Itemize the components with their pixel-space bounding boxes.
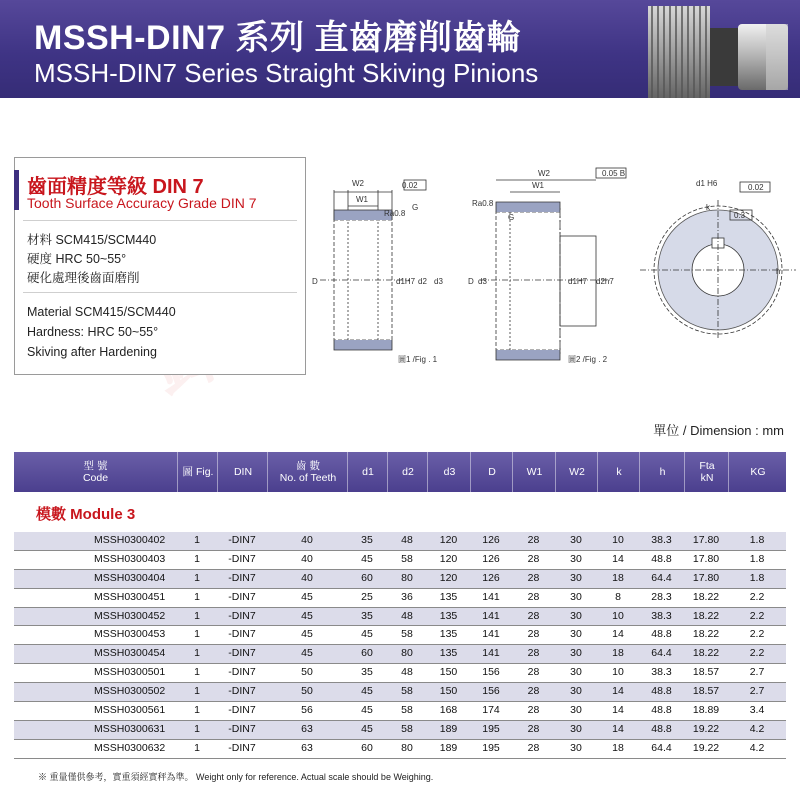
cell-col-din: -DIN7 [228, 534, 256, 546]
cell-col-h: 38.3 [651, 534, 672, 546]
cell-col-w2: 30 [570, 571, 582, 584]
svg-text:0.3: 0.3 [734, 211, 746, 220]
cell-col-d2: 48 [401, 666, 413, 679]
cell-col-teeth: 63 [301, 722, 313, 735]
cell-col-code: MSSH0300502 [94, 685, 166, 698]
cell-col-d2: 58 [401, 552, 413, 565]
header-label: W2 [569, 466, 585, 478]
cell-col-h: 48.8 [651, 685, 672, 698]
header-label: k [616, 466, 622, 478]
cell-col-din: -DIN7 [228, 704, 256, 717]
table-row [14, 551, 786, 570]
cell-col-w2: 30 [570, 609, 582, 622]
cell-col-teeth: 45 [301, 628, 313, 641]
hardness-zh: 硬度 HRC 50~55° [27, 252, 127, 266]
cell-col-d1: 45 [361, 722, 373, 735]
technical-drawings [300, 150, 800, 380]
svg-text:d2h7: d2h7 [596, 277, 614, 286]
cell-col-din: -DIN7 [228, 722, 256, 735]
cell-col-D: 141 [482, 647, 500, 660]
cell-col-w1: 28 [527, 704, 540, 717]
svg-text:d1H7: d1H7 [396, 277, 416, 286]
header-col-fta [684, 452, 729, 492]
cell-col-d3: 189 [439, 722, 458, 735]
table-row [14, 570, 786, 589]
cell-col-w1: 28 [527, 741, 540, 754]
cell-col-d1: 60 [361, 571, 373, 584]
table-row [14, 721, 786, 740]
header-label: 型 號 [83, 460, 108, 472]
cell-col-w1: 28 [527, 552, 540, 565]
header-label: DIN [233, 466, 253, 478]
cell-col-teeth: 45 [301, 609, 313, 622]
cell-col-D: 126 [482, 552, 500, 565]
header-label: d3 [443, 466, 456, 478]
cell-col-k: 18 [612, 647, 624, 660]
cell-col-k: 8 [615, 590, 621, 603]
cell-col-fta: 18.57 [692, 685, 720, 698]
cell-col-fig: 1 [194, 741, 200, 754]
cell-col-w2: 30 [570, 666, 582, 679]
cell-col-d2: 58 [401, 704, 413, 717]
pinion-image [638, 6, 788, 98]
cell-col-fig: 1 [194, 666, 200, 679]
fig-2-drawing [480, 168, 626, 360]
cell-col-teeth: 45 [301, 590, 313, 603]
table-row [14, 532, 786, 551]
fig-1-drawing [320, 180, 426, 350]
cell-col-D: 174 [482, 704, 500, 717]
cell-col-fig: 1 [194, 685, 200, 698]
cell-col-D: 126 [482, 571, 500, 584]
cell-col-k: 18 [612, 741, 624, 754]
cell-col-kg: 2.7 [749, 685, 765, 698]
cell-col-d1: 45 [361, 628, 373, 641]
cell-col-d1: 45 [361, 685, 373, 698]
cell-col-h: 28.3 [651, 590, 672, 603]
cell-col-d2: 80 [401, 571, 413, 584]
cell-col-d2: 80 [401, 647, 413, 660]
cell-col-din: -DIN7 [228, 685, 256, 698]
cell-col-kg: 1.8 [749, 552, 765, 565]
cell-col-h: 38.3 [651, 666, 672, 679]
svg-text:k: k [706, 203, 710, 212]
cell-col-w2: 30 [570, 741, 582, 754]
cell-col-teeth: 50 [301, 666, 313, 679]
cell-col-h: 48.8 [651, 722, 672, 735]
header-col-fig [177, 452, 218, 492]
cell-col-fta: 17.80 [692, 534, 720, 546]
header-label: 圖 Fig. [182, 466, 214, 478]
divider [23, 292, 297, 293]
cell-col-kg: 2.7 [749, 666, 765, 679]
cell-col-d2: 58 [401, 722, 413, 735]
cell-col-w1: 28 [527, 666, 540, 679]
cell-col-d1: 35 [361, 534, 373, 546]
header-col-kg [728, 452, 787, 492]
footnote: ※ 重量僅供參考，實重須經實秤為準。 Weight only for reference. Actual scale should be Weighing. [38, 772, 434, 782]
cell-col-D: 156 [482, 666, 500, 679]
header-col-d3 [427, 452, 471, 492]
material-en: Material SCM415/SCM440 [27, 305, 176, 319]
cell-col-k: 10 [612, 666, 624, 679]
cell-col-h: 64.4 [651, 571, 672, 584]
cell-col-d2: 58 [401, 685, 413, 698]
cell-col-fta: 18.57 [692, 666, 720, 679]
svg-text:圖2 /Fig . 2: 圖2 /Fig . 2 [568, 355, 608, 364]
header-sublabel: Code [82, 472, 109, 484]
cell-col-h: 48.8 [651, 704, 672, 717]
cell-col-din: -DIN7 [228, 571, 256, 584]
cell-col-d1: 60 [361, 741, 373, 754]
cell-col-din: -DIN7 [228, 628, 256, 641]
cell-col-kg: 4.2 [749, 722, 765, 735]
cell-col-kg: 1.8 [749, 534, 765, 546]
header-col-code [14, 452, 177, 492]
cell-col-d1: 45 [361, 552, 373, 565]
header-label: d1 [362, 466, 374, 478]
svg-text:d3: d3 [434, 277, 443, 286]
header-label: KG [750, 466, 766, 478]
table-row [14, 740, 786, 759]
svg-text:G: G [412, 203, 419, 212]
header-label: 齒 數 [296, 460, 320, 472]
cell-col-teeth: 50 [301, 685, 313, 698]
cell-col-teeth: 40 [301, 534, 313, 546]
divider [23, 220, 297, 221]
header-col-d2 [387, 452, 428, 492]
cell-col-k: 14 [612, 628, 624, 641]
cell-col-fig: 1 [194, 628, 200, 641]
cell-col-D: 141 [482, 609, 500, 622]
cell-col-w2: 30 [570, 552, 582, 565]
svg-text:0.02: 0.02 [402, 181, 418, 190]
cell-col-fta: 17.80 [692, 571, 720, 584]
header-col-D [470, 452, 513, 492]
cell-col-code: MSSH0300403 [94, 552, 166, 565]
cell-col-d1: 35 [361, 609, 373, 622]
cell-col-w2: 30 [570, 647, 582, 660]
process-en: Skiving after Hardening [27, 345, 157, 359]
cell-col-din: -DIN7 [228, 552, 256, 565]
cell-col-w1: 28 [527, 609, 540, 622]
header-label: d2 [402, 466, 414, 478]
cell-col-code: MSSH0300402 [94, 534, 166, 546]
cell-col-teeth: 63 [301, 741, 313, 754]
cell-col-h: 48.8 [651, 628, 672, 641]
svg-text:h: h [776, 267, 781, 276]
cell-col-d1: 45 [361, 704, 373, 717]
grade-title-en: Tooth Surface Accuracy Grade DIN 7 [27, 195, 257, 211]
header-col-w1 [512, 452, 556, 492]
svg-text:W2: W2 [538, 169, 550, 178]
header-label: h [659, 466, 666, 478]
cell-col-k: 10 [612, 534, 624, 546]
cell-col-d2: 80 [401, 741, 413, 754]
cell-col-d3: 189 [439, 741, 458, 754]
svg-text:Ra0.8: Ra0.8 [472, 199, 494, 208]
cell-col-fta: 18.89 [692, 704, 720, 717]
svg-text:Ra0.8: Ra0.8 [384, 209, 406, 218]
cell-col-w1: 28 [527, 590, 540, 603]
table-row [14, 626, 786, 645]
cell-col-fig: 1 [194, 722, 200, 735]
unit-label: 單位 / Dimension : mm [653, 423, 784, 438]
svg-text:圖1 /Fig . 1: 圖1 /Fig . 1 [398, 355, 438, 364]
cell-col-D: 141 [482, 590, 500, 603]
process-zh: 硬化處理後齒面磨削 [27, 271, 140, 285]
cell-col-w2: 30 [570, 722, 582, 735]
cell-col-code: MSSH0300632 [94, 741, 166, 754]
svg-text:D: D [468, 277, 474, 286]
cell-col-kg: 3.4 [749, 704, 765, 717]
cell-col-k: 18 [612, 571, 624, 584]
header-label: W1 [526, 466, 543, 478]
table-row [14, 645, 786, 664]
header-banner [0, 0, 800, 98]
module-label: 模數 Module 3 [36, 506, 136, 523]
cell-col-teeth: 40 [301, 552, 313, 565]
cell-col-fta: 19.22 [692, 741, 720, 754]
cell-col-fig: 1 [194, 571, 200, 584]
cell-col-kg: 2.2 [749, 609, 765, 622]
cell-col-k: 14 [612, 685, 624, 698]
cell-col-d1: 35 [361, 666, 373, 679]
cell-col-fig: 1 [194, 552, 200, 565]
data-table [14, 532, 786, 759]
cell-col-fta: 19.22 [692, 722, 720, 735]
svg-text:G: G [508, 213, 515, 222]
accent-bar [14, 170, 19, 210]
svg-text:0.02: 0.02 [748, 183, 764, 192]
header-label: D [488, 466, 496, 478]
cell-col-fta: 18.22 [692, 628, 720, 641]
header-label: Fta [699, 460, 715, 472]
header-col-d1 [347, 452, 388, 492]
cell-col-d1: 60 [361, 647, 373, 660]
cell-col-kg: 4.2 [749, 741, 765, 754]
cell-col-code: MSSH0300453 [94, 628, 166, 641]
cell-col-teeth: 56 [301, 704, 313, 717]
cell-col-w1: 28 [527, 571, 540, 584]
header-sublabel: No. of Teeth [279, 472, 337, 484]
svg-text:W2: W2 [352, 179, 364, 188]
cell-col-fig: 1 [194, 534, 200, 546]
header-sublabel: kN [700, 472, 714, 484]
cell-col-kg: 2.2 [749, 590, 765, 603]
cell-col-h: 48.8 [651, 552, 672, 565]
cell-col-w2: 30 [570, 590, 582, 603]
cell-col-D: 126 [482, 534, 500, 546]
cell-col-code: MSSH0300404 [94, 571, 166, 584]
cell-col-code: MSSH0300452 [94, 609, 166, 622]
cell-col-w2: 30 [570, 685, 582, 698]
cell-col-teeth: 45 [301, 647, 313, 660]
cell-col-teeth: 40 [301, 571, 313, 584]
cell-col-din: -DIN7 [228, 609, 256, 622]
cell-col-k: 14 [612, 552, 624, 565]
cell-col-d3: 150 [439, 666, 458, 679]
table-header [14, 452, 786, 492]
cell-col-din: -DIN7 [228, 741, 256, 754]
cell-col-h: 64.4 [651, 647, 672, 660]
cell-col-fta: 18.22 [692, 647, 720, 660]
cell-col-kg: 2.2 [749, 628, 765, 641]
cell-col-w2: 30 [570, 704, 582, 717]
cell-col-fig: 1 [194, 609, 200, 622]
cell-col-fta: 18.22 [692, 590, 720, 603]
spec-box [14, 157, 306, 375]
cell-col-w1: 28 [527, 647, 540, 660]
page-title-zh: MSSH-DIN7 系列 直齒磨削齒輪 [34, 19, 522, 57]
side-view-drawing [640, 182, 796, 340]
cell-col-k: 14 [612, 704, 624, 717]
cell-col-fta: 18.22 [692, 609, 720, 622]
cell-col-d3: 120 [439, 571, 458, 584]
material-zh: 材料 SCM415/SCM440 [27, 233, 157, 247]
cell-col-d3: 150 [439, 685, 458, 698]
table-row [14, 664, 786, 683]
cell-col-d2: 58 [401, 628, 413, 641]
svg-text:d1 H6: d1 H6 [696, 179, 718, 188]
cell-col-w1: 28 [527, 628, 540, 641]
svg-text:W1: W1 [532, 181, 544, 190]
cell-col-kg: 2.2 [749, 647, 765, 660]
grade-title-zh: 齒面精度等級 DIN 7 [27, 176, 204, 198]
header-col-h [639, 452, 685, 492]
hardness-en: Hardness: HRC 50~55° [27, 325, 159, 339]
header-col-teeth [267, 452, 348, 492]
cell-col-D: 195 [482, 722, 500, 735]
cell-col-D: 156 [482, 685, 500, 698]
table-row [14, 589, 786, 608]
cell-col-h: 64.4 [651, 741, 672, 754]
svg-text:d2: d2 [418, 277, 427, 286]
svg-text:D: D [312, 277, 318, 286]
cell-col-d3: 120 [439, 552, 458, 565]
cell-col-code: MSSH0300631 [94, 722, 166, 735]
cell-col-kg: 1.8 [749, 571, 765, 584]
cell-col-w2: 30 [570, 534, 582, 546]
svg-text:W1: W1 [356, 195, 368, 204]
cell-col-d3: 120 [439, 534, 458, 546]
cell-col-d3: 168 [439, 704, 458, 717]
table-row [14, 683, 786, 702]
table-row [14, 608, 786, 627]
cell-col-k: 10 [612, 609, 624, 622]
cell-col-fig: 1 [194, 704, 200, 717]
cell-col-fig: 1 [194, 647, 200, 660]
header-col-k [597, 452, 640, 492]
cell-col-d3: 135 [439, 590, 458, 603]
cell-col-fig: 1 [194, 590, 200, 603]
cell-col-w1: 28 [527, 685, 540, 698]
cell-col-din: -DIN7 [228, 590, 256, 603]
cell-col-d2: 48 [401, 534, 413, 546]
page-title-en: MSSH-DIN7 Series Straight Skiving Pinions [34, 58, 539, 88]
cell-col-code: MSSH0300501 [94, 666, 166, 679]
cell-col-code: MSSH0300454 [94, 647, 166, 660]
svg-text:d1H7: d1H7 [568, 277, 588, 286]
cell-col-din: -DIN7 [228, 666, 256, 679]
cell-col-d1: 25 [361, 590, 373, 603]
cell-col-h: 38.3 [651, 609, 672, 622]
cell-col-w1: 28 [527, 722, 540, 735]
svg-text:d3: d3 [478, 277, 487, 286]
cell-col-d3: 135 [439, 609, 458, 622]
cell-col-d2: 48 [401, 609, 413, 622]
cell-col-w1: 28 [527, 534, 540, 546]
header-col-w2 [555, 452, 598, 492]
cell-col-d3: 135 [439, 628, 458, 641]
cell-col-D: 195 [482, 741, 500, 754]
cell-col-din: -DIN7 [228, 647, 256, 660]
cell-col-fta: 17.80 [692, 552, 720, 565]
cell-col-w2: 30 [570, 628, 582, 641]
cell-col-d3: 135 [439, 647, 458, 660]
header-col-din [217, 452, 268, 492]
svg-text:0.05 B: 0.05 B [602, 169, 626, 178]
cell-col-D: 141 [482, 628, 500, 641]
cell-col-k: 14 [612, 722, 624, 735]
cell-col-d2: 36 [401, 590, 413, 603]
cell-col-code: MSSH0300451 [94, 590, 166, 603]
cell-col-code: MSSH0300561 [94, 704, 166, 717]
table-row [14, 702, 786, 721]
